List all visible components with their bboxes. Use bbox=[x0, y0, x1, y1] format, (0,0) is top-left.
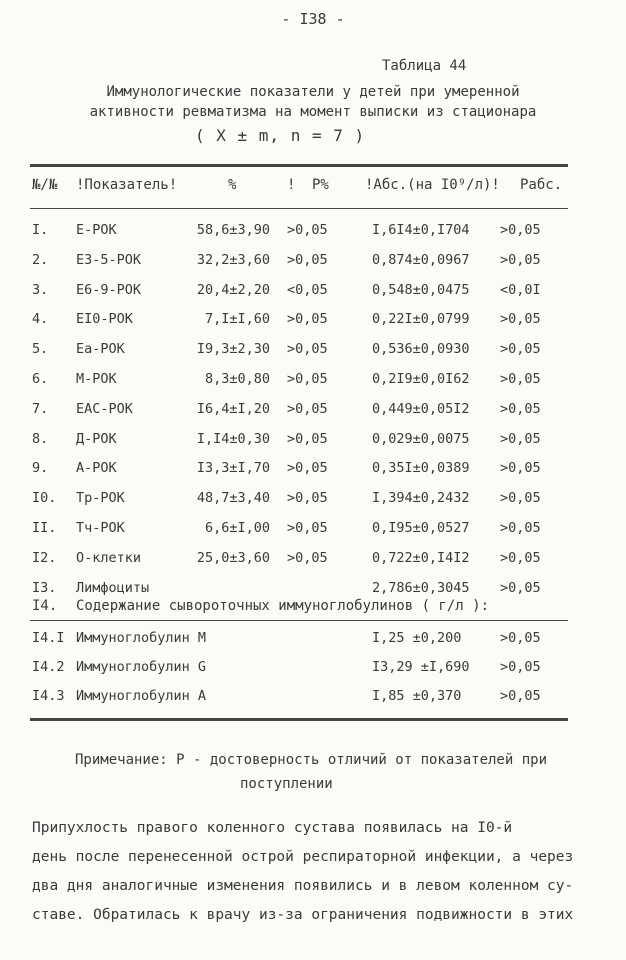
row-absolute: I,394±0,2432 bbox=[372, 490, 470, 507]
group-row-num: I4. bbox=[32, 598, 58, 614]
subrow-p-absolute: >0,05 bbox=[500, 659, 541, 675]
row-p-percent: >0,05 bbox=[287, 549, 328, 566]
row-percent: 25,0±3,60 bbox=[196, 549, 270, 566]
row-number: 7. bbox=[32, 400, 49, 417]
row-p-absolute: >0,05 bbox=[500, 251, 541, 268]
row-number: 5. bbox=[32, 341, 49, 358]
table-subrow bbox=[0, 688, 626, 708]
row-p-absolute: >0,05 bbox=[500, 341, 541, 358]
subrow-indicator: Иммуноглобулин М bbox=[76, 630, 207, 646]
row-absolute: 0,722±0,I4I2 bbox=[372, 549, 470, 566]
row-indicator: Е3-5-РОК bbox=[76, 251, 142, 268]
header-rule bbox=[30, 208, 568, 209]
row-p-absolute: >0,05 bbox=[500, 400, 541, 417]
table-row bbox=[0, 460, 626, 480]
group-rule bbox=[30, 620, 568, 621]
row-percent: 32,2±3,60 bbox=[196, 251, 270, 268]
table-note: Примечание: Р - достоверность отличий от показателей при bbox=[75, 752, 548, 768]
row-absolute: 0,449±0,05I2 bbox=[372, 400, 470, 417]
subrow-indicator: Иммуноглобулин G bbox=[76, 659, 207, 675]
row-number: I0. bbox=[32, 490, 57, 507]
row-percent: 20,4±2,20 bbox=[196, 281, 270, 298]
row-p-absolute: >0,05 bbox=[500, 579, 541, 596]
table-row bbox=[0, 371, 626, 391]
table-top-rule bbox=[30, 164, 568, 167]
table-row bbox=[0, 490, 626, 510]
row-percent: I9,3±2,30 bbox=[196, 341, 270, 358]
row-absolute: 0,22I±0,0799 bbox=[372, 311, 470, 328]
row-indicator: О-клетки bbox=[76, 549, 142, 566]
table-caption-formula: ( X ± m, n = 7 ) bbox=[195, 126, 366, 145]
subrow-p-absolute: >0,05 bbox=[500, 630, 541, 646]
row-absolute: 0,I95±0,0527 bbox=[372, 520, 470, 536]
subrow-p-absolute: >0,05 bbox=[500, 688, 541, 704]
row-p-absolute: >0,05 bbox=[500, 311, 541, 328]
table-caption-line-2: активности ревматизма на момент выписки из стационара bbox=[89, 104, 537, 120]
body-paragraph-line: день после перенесенной острой респираторной инфекции, а через bbox=[32, 849, 574, 865]
header-pct: % bbox=[228, 177, 237, 193]
table-row bbox=[0, 252, 626, 272]
row-p-percent: <0,05 bbox=[287, 281, 328, 298]
row-number: 9. bbox=[32, 460, 49, 477]
table-row bbox=[0, 580, 626, 600]
row-absolute: 0,548±0,0475 bbox=[372, 281, 470, 298]
row-absolute: 0,35I±0,0389 bbox=[372, 460, 470, 477]
header-p-pct: P% bbox=[312, 177, 329, 193]
row-indicator: ЕАС-РОК bbox=[76, 400, 133, 417]
row-number: I2. bbox=[32, 549, 57, 566]
table-row bbox=[0, 520, 626, 540]
row-p-percent: >0,05 bbox=[287, 490, 328, 507]
row-number: 4. bbox=[32, 311, 49, 328]
row-indicator: Е-РОК bbox=[76, 222, 117, 238]
table-row bbox=[0, 222, 626, 242]
row-percent: 6,6±I,00 bbox=[204, 520, 270, 536]
row-percent: 7,I±I,60 bbox=[204, 311, 270, 328]
table-note-continued: поступлении bbox=[240, 776, 333, 792]
subrow-indicator: Иммуноглобулин А bbox=[76, 688, 207, 704]
subrow-absolute: I,25 ±0,200 bbox=[372, 630, 462, 646]
header-name: !Показатель! bbox=[76, 177, 178, 193]
table-row bbox=[0, 431, 626, 451]
row-p-percent: >0,05 bbox=[287, 311, 328, 328]
row-p-percent: >0,05 bbox=[287, 251, 328, 268]
subrow-number: I4.2 bbox=[32, 659, 65, 675]
row-indicator: Тр-РОК bbox=[76, 490, 125, 507]
header-abs: !Абс.(на I0⁹/л)! bbox=[365, 177, 500, 193]
row-p-absolute: >0,05 bbox=[500, 460, 541, 477]
table-row bbox=[0, 282, 626, 302]
row-p-absolute: >0,05 bbox=[500, 520, 541, 536]
row-indicator: А-РОК bbox=[76, 460, 117, 477]
group-row-text: Содержание сывороточных иммуноглобулинов ( г/л ): bbox=[76, 598, 490, 614]
row-indicator: Тч-РОК bbox=[76, 520, 125, 536]
row-p-absolute: >0,05 bbox=[500, 430, 541, 447]
table-row bbox=[0, 341, 626, 361]
row-p-percent: >0,05 bbox=[287, 520, 328, 536]
row-p-percent: >0,05 bbox=[287, 460, 328, 477]
row-absolute: I,6I4±0,I704 bbox=[372, 222, 470, 238]
row-number: I3. bbox=[32, 579, 57, 596]
row-p-percent: >0,05 bbox=[287, 400, 328, 417]
row-p-absolute: >0,05 bbox=[500, 222, 541, 238]
header-num: №/№ bbox=[32, 177, 58, 193]
row-number: 2. bbox=[32, 251, 49, 268]
subrow-number: I4.3 bbox=[32, 688, 65, 704]
row-indicator: ЕI0-РОК bbox=[76, 311, 133, 328]
row-percent: I6,4±I,20 bbox=[196, 400, 270, 417]
row-number: I. bbox=[32, 222, 49, 238]
row-absolute: 0,536±0,0930 bbox=[372, 341, 470, 358]
row-percent: I,I4±0,30 bbox=[196, 430, 270, 447]
table-caption-line-1: Иммунологические показатели у детей при умеренной bbox=[106, 84, 520, 100]
row-indicator: Е6-9-РОК bbox=[76, 281, 142, 298]
row-indicator: Еа-РОК bbox=[76, 341, 125, 358]
row-percent: 8,3±0,80 bbox=[204, 371, 270, 387]
table-row bbox=[0, 311, 626, 331]
table-subrow bbox=[0, 659, 626, 679]
row-percent: I3,3±I,70 bbox=[196, 460, 270, 477]
table-subrow bbox=[0, 630, 626, 650]
table-row bbox=[0, 401, 626, 421]
row-p-percent: >0,05 bbox=[287, 341, 328, 358]
header-p-abs: Pабс. bbox=[520, 177, 563, 193]
row-number: 6. bbox=[32, 371, 49, 387]
row-percent: 58,6±3,90 bbox=[196, 222, 270, 238]
row-p-absolute: >0,05 bbox=[500, 371, 541, 387]
row-p-absolute: >0,05 bbox=[500, 549, 541, 566]
row-number: 8. bbox=[32, 430, 49, 447]
subrow-number: I4.I bbox=[32, 630, 65, 646]
page-number: - I38 - bbox=[281, 10, 345, 28]
body-paragraph-line: ставе. Обратилась к врачу из-за ограничения подвижности в этих bbox=[32, 907, 574, 923]
row-absolute: 0,2I9±0,0I62 bbox=[372, 371, 470, 387]
body-paragraph-line: два дня аналогичные изменения появились и в левом коленном су- bbox=[32, 878, 574, 894]
table-label: Таблица 44 bbox=[382, 58, 467, 74]
row-p-percent: >0,05 bbox=[287, 222, 328, 238]
row-number: II. bbox=[32, 520, 57, 536]
row-p-percent: >0,05 bbox=[287, 371, 328, 387]
row-number: 3. bbox=[32, 281, 49, 298]
row-p-absolute: >0,05 bbox=[500, 490, 541, 507]
row-absolute: 2,786±0,3045 bbox=[372, 579, 470, 596]
table-bottom-rule bbox=[30, 718, 568, 721]
row-p-percent: >0,05 bbox=[287, 430, 328, 447]
subrow-absolute: I,85 ±0,370 bbox=[372, 688, 462, 704]
table-row bbox=[0, 550, 626, 570]
row-p-absolute: <0,0I bbox=[500, 281, 541, 298]
row-percent: 48,7±3,40 bbox=[196, 490, 270, 507]
row-indicator: Д-РОК bbox=[76, 430, 117, 447]
row-absolute: 0,029±0,0075 bbox=[372, 430, 470, 447]
header-sep: ! bbox=[287, 177, 296, 193]
row-indicator: Лимфоциты bbox=[76, 579, 150, 596]
body-paragraph-line: Припухлость правого коленного сустава появилась на I0-й bbox=[32, 820, 513, 836]
row-indicator: М-РОК bbox=[76, 371, 117, 387]
subrow-absolute: I3,29 ±I,690 bbox=[372, 659, 470, 675]
row-absolute: 0,874±0,0967 bbox=[372, 251, 470, 268]
